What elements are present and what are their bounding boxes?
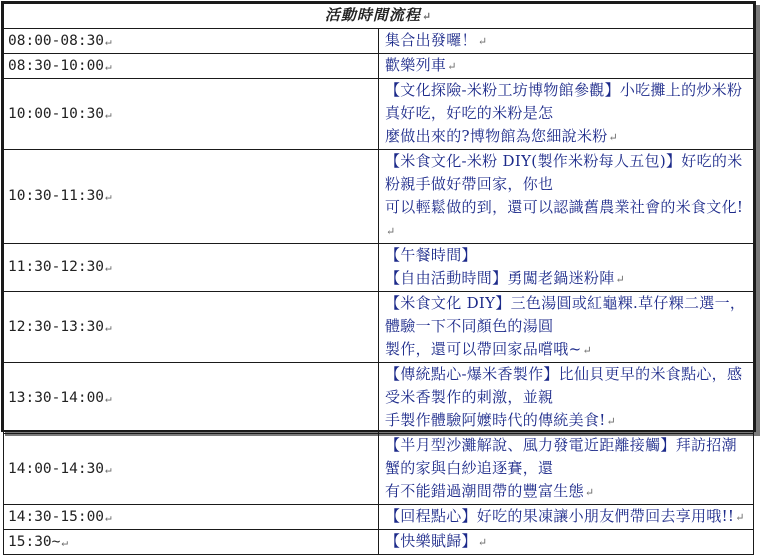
time-cell	[4, 29, 379, 54]
description-text: 歡樂列車	[385, 56, 447, 74]
paragraph-mark-icon: ↵	[105, 510, 112, 524]
description-text: 【回程點心】好吃的果凍讓小朋友們帶回去享用哦!!	[385, 507, 735, 525]
time-cell	[4, 150, 379, 244]
paragraph-mark-icon: ↵	[105, 59, 112, 73]
paragraph-mark-icon: ↵	[735, 511, 745, 524]
description-cell	[379, 244, 754, 292]
description-line	[385, 79, 747, 125]
paragraph-mark-icon: ↵	[105, 107, 112, 121]
description-line	[385, 150, 747, 196]
time-cell	[4, 79, 379, 150]
description-text: 【半月型沙灘解說、風力發電近距離接觸】拜訪招潮蟹的家與白紗追逐賽，還	[385, 436, 737, 477]
schedule-row	[4, 150, 754, 244]
paragraph-mark-icon: ↵	[421, 10, 433, 23]
time-text: 10:30-11:30	[8, 188, 105, 204]
time-text: 11:30-12:30	[8, 259, 105, 275]
paragraph-mark-icon: ↵	[386, 225, 396, 238]
title-cell	[4, 4, 754, 29]
description-text: 麼做出來的?博物館為您細說米粉	[385, 127, 608, 145]
time-text: 13:30-14:00	[8, 389, 105, 406]
description-text: 製作，還可以帶回家品嚐哦~	[385, 340, 582, 358]
description-cell	[379, 530, 754, 555]
time-cell	[4, 434, 379, 505]
schedule-row	[4, 244, 754, 292]
time-text: 12:30-13:30	[8, 318, 105, 335]
paragraph-mark-icon: ↵	[615, 273, 626, 286]
time-text: 14:30-15:00	[8, 508, 105, 525]
description-line	[385, 54, 747, 78]
description-text: 【米食文化-米粉 DIY(製作米粉每人五包)】好吃的米粉親手做好帶回家，你也	[385, 152, 743, 193]
description-text: 【自由活動時間】勇闖老鍋迷粉陣	[385, 269, 615, 287]
time-text: 10:00-10:30	[8, 105, 105, 122]
schedule-row	[4, 292, 754, 363]
description-text: 【快樂賦歸】	[385, 532, 477, 550]
schedule-row	[4, 434, 754, 505]
paragraph-mark-icon: ↵	[105, 34, 112, 48]
description-line	[385, 29, 747, 53]
description-line	[385, 196, 747, 243]
paragraph-mark-icon: ↵	[105, 462, 112, 476]
description-text: 可以輕鬆做的到，還可以認識舊農業社會的米食文化!	[385, 198, 744, 216]
schedule-row	[4, 363, 754, 434]
description-text: 【傳統點心-爆米香製作】比仙貝更早的米食點心，感受米香製作的刺激，並親	[385, 365, 743, 406]
description-cell	[379, 363, 754, 434]
description-line	[385, 409, 747, 433]
paragraph-mark-icon: ↵	[582, 344, 593, 357]
description-cell	[379, 505, 754, 530]
paragraph-mark-icon: ↵	[105, 391, 112, 405]
description-line	[385, 505, 747, 529]
description-line	[385, 125, 747, 149]
description-line	[385, 267, 747, 291]
schedule-frame	[1, 1, 756, 550]
schedule-row	[4, 530, 754, 555]
paragraph-mark-icon: ↵	[606, 415, 617, 428]
description-text: 【文化探險-米粉工坊博物館參觀】小吃攤上的炒米粉真好吃，好吃的米粉是怎	[385, 81, 743, 122]
description-text: 有不能錯過潮間帶的豐富生態	[385, 482, 584, 500]
paragraph-mark-icon: ↵	[447, 60, 457, 73]
time-text: 14:00-14:30	[8, 460, 105, 477]
paragraph-mark-icon: ↵	[477, 536, 488, 549]
paragraph-mark-icon: ↵	[584, 486, 595, 499]
time-cell	[4, 54, 379, 79]
description-text: 【米食文化 DIY】三色湯圓或紅龜粿.草仔粿二選一，體驗一下不同顏色的湯圓	[385, 294, 746, 335]
time-text: 08:00-08:30	[8, 32, 105, 49]
description-cell	[379, 79, 754, 150]
schedule-row	[4, 54, 754, 79]
description-text: 手製作體驗阿嬤時代的傳統美食!	[385, 411, 606, 429]
description-line	[385, 292, 747, 338]
paragraph-mark-icon: ↵	[105, 190, 112, 203]
schedule-row	[4, 505, 754, 530]
description-line	[385, 434, 747, 480]
description-line	[385, 244, 747, 267]
table-title: 活動時間流程	[324, 6, 421, 24]
paragraph-mark-icon: ↵	[61, 535, 69, 549]
time-cell	[4, 530, 379, 555]
paragraph-mark-icon: ↵	[105, 261, 112, 274]
time-cell	[4, 505, 379, 530]
description-text: 【午餐時間】	[385, 246, 477, 264]
description-line	[385, 530, 747, 554]
title-row	[4, 4, 754, 29]
description-cell	[379, 150, 754, 244]
paragraph-mark-icon: ↵	[608, 131, 619, 144]
paragraph-mark-icon: ↵	[105, 320, 112, 334]
description-line	[385, 338, 747, 362]
description-line	[385, 480, 747, 504]
description-cell	[379, 434, 754, 505]
description-cell	[379, 54, 754, 79]
description-text: 集合出發囉！	[385, 31, 477, 49]
description-cell	[379, 29, 754, 54]
time-text: 08:30-10:00	[8, 57, 105, 74]
description-line	[385, 363, 747, 409]
paragraph-mark-icon: ↵	[477, 35, 488, 48]
time-cell	[4, 363, 379, 434]
schedule-row	[4, 79, 754, 150]
description-cell	[379, 292, 754, 363]
time-cell	[4, 292, 379, 363]
schedule-row	[4, 29, 754, 54]
schedule-table	[3, 3, 754, 555]
time-text: 15:30~	[8, 533, 61, 550]
time-cell	[4, 244, 379, 292]
